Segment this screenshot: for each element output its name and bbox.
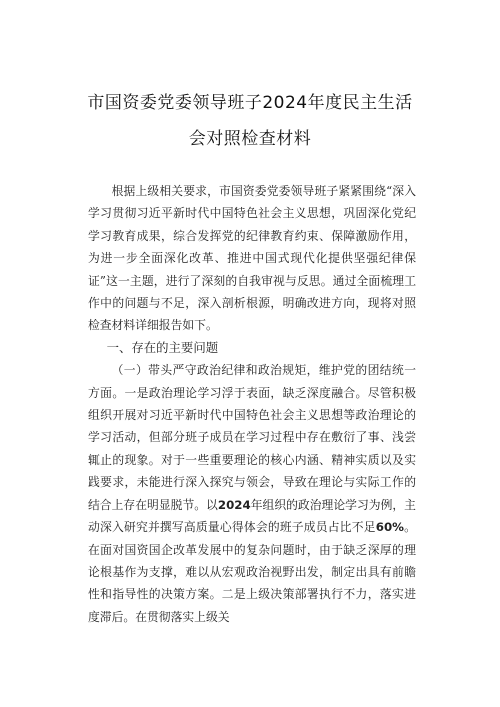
document-title-line-2: 会对照检查材料 (188, 129, 312, 149)
percent-figure: 60% (375, 520, 404, 535)
problem-paragraph (88, 359, 416, 628)
paragraph-text: 年组织的政治理论学习为例，主动深入研究并撰写高质量心得体会的班子成员占比不足 (88, 497, 416, 535)
paragraph-text: （一）带头严守政治纪律和政治规矩，维护党的团结统一方面。一是政治理论学习浮于表面，缺乏深度融合。尽管积极组织开展对习近平新时代中国特色社会主义思想等政治理论的学习活动，但部分班子成员在学习过程中存在敷衍了事、浅尝辄止的现象。对于一些重要理论的核心内涵、精神实质以及实践要求，未能进行深入探究与领会，导致在理论与实际工作的结合上存在明显脱节。以 (88, 363, 416, 512)
year-figure: 2024 (217, 497, 251, 512)
section-heading: 一、存在的主要问题 (106, 339, 219, 355)
document-body (88, 180, 416, 628)
document-title-line-1: 市国资委党委领导班子2024年度民主生活 (87, 93, 413, 113)
paragraph-text: 。在面对国资国企改革发展中的复杂问题时，由于缺乏深厚的理论根基作为支撑，难以从宏观政治视野出发，制定出具有前瞻性和指导性的决策方案。二是上级决策部署执行不力，落实进度滞后。在贯彻落实上级关 (88, 520, 416, 624)
intro-paragraph: 根据上级相关要求，市国资委党委领导班子紧紧围绕“深入学习贯彻习近平新时代中国特色社会主义思想，巩固深化党纪学习教育成果，综合发挥党的纪律教育约束、保障激励作用，为进一步全面深化改革、推进中国式现代化提供坚强纪律保证”这一主题，进行了深刻的自我审视与反思。通过全面梳理工作中的问题与不足，深入剖析根源，明确改进方向，现将对照检查材料详细报告如下。 (88, 184, 416, 333)
